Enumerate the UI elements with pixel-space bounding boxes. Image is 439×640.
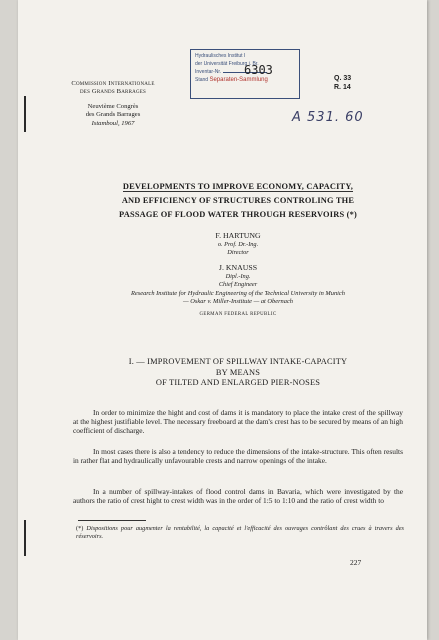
stamp-stand-value: Separaten-Sammlung [209, 77, 268, 83]
congress-line: Neuvième Congrès [87, 102, 139, 110]
body-paragraph: In order to minimize the hight and cost of dams it is mandatory to place the intake crest of the spillway at the highest justifiable level. The necessary freeboard at the dam's crest has to be secured by means of an high coefficient of discharge. [73, 408, 403, 436]
body-paragraph: In most cases there is also a tendency to reduce the dimensions of the intake-structure. This often results in rather flat and hydraulically unfavourable crests and narrow openings of the intake. [73, 447, 403, 466]
paper-title [68, 180, 408, 222]
title-line-1: DEVELOPMENTS TO IMPROVE ECONOMY, CAPACITY, [122, 182, 354, 191]
document-page [18, 0, 427, 640]
place-year: Istamboul, 1967 [91, 119, 135, 127]
section-heading-line-2: BY MEANS [215, 367, 261, 377]
org-name-2: des Grands Barrages [80, 88, 146, 96]
stamp-line-2: der Universität Freiburg i. Br. [195, 61, 259, 67]
title-line-3: PASSAGE OF FLOOD WATER THROUGH RESERVOIRS (*) [119, 210, 357, 219]
org-name: Commission Internationale [71, 80, 155, 87]
congress-line-2: des Grands Barrages [85, 111, 141, 119]
stamp-line-1: Hydraulisches Institut I [195, 53, 246, 59]
binding-mark [24, 96, 26, 132]
institute-line: Research Institute for Hydraulic Engineering of the Technical University in Munich [131, 289, 345, 297]
author-role: Chief Engineer [218, 281, 258, 288]
author-role: Director [227, 249, 249, 256]
footnote [76, 525, 404, 541]
report-number: R. 14 [334, 84, 351, 91]
question-code [334, 74, 351, 92]
stamp-stand-label: Stand [195, 77, 209, 83]
section-heading-line-1: I. — IMPROVEMENT OF SPILLWAY INTAKE-CAPACITY [128, 357, 348, 366]
author-name: F. HARTUNG [215, 231, 261, 240]
country-label: GERMAN FEDERAL REPUBLIC [199, 312, 277, 317]
institute-line-2: — Oskar v. Miller-Institute — at Obernach [183, 297, 293, 305]
question-number: Q. 33 [334, 75, 352, 82]
author-block [68, 264, 408, 306]
author-name: J. KNAUSS [218, 263, 258, 272]
author-title: o. Prof. Dr.-Ing. [217, 240, 259, 248]
inventory-number: 6303 [244, 63, 273, 77]
footnote-rule [78, 520, 146, 521]
footnote-mark: (*) [76, 525, 84, 532]
page-number: 227 [350, 558, 362, 567]
author-title: Dipl.-Ing. [225, 272, 251, 280]
conference-header [58, 80, 168, 128]
binding-mark [24, 520, 26, 556]
handwritten-note: A 531. 60 [292, 110, 364, 125]
stamp-inventory-label: Inventar-Nr. [195, 69, 222, 75]
author-block [68, 232, 408, 258]
section-heading [58, 357, 418, 389]
section-heading-line-3: OF TILTED AND ENLARGED PIER-NOSES [155, 378, 321, 387]
library-stamp [190, 49, 300, 99]
footnote-text: Dispositions pour augmenter la rentabilité, la capacité et l'efficacité des ouvrages contrôlant des crues à travers des réservoirs. [76, 525, 404, 540]
body-paragraph: In a number of spillway-intakes of flood control dams in Bavaria, which were investigated by the authors the ratio of crest hight to crest width was in the order of 1:5 to 1:10 and the ratio of crest width to [73, 487, 403, 506]
title-line-2: AND EFFICIENCY OF STRUCTURES CONTROLING THE [121, 196, 355, 205]
